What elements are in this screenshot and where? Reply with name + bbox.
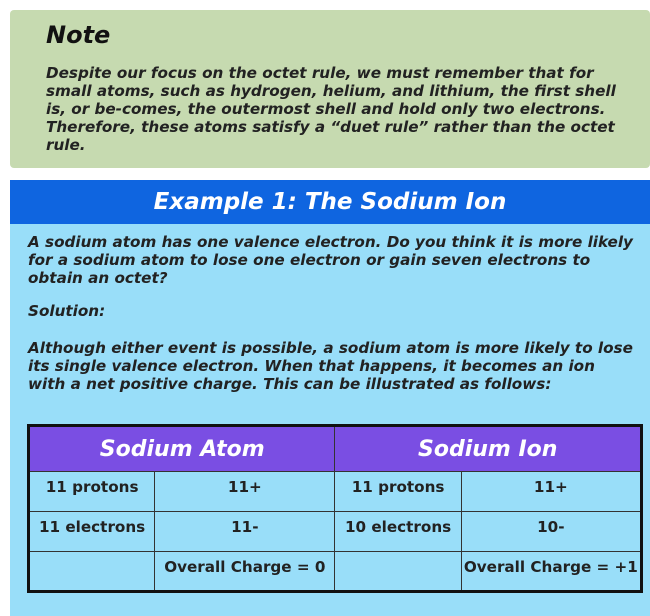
table-cell: 11 protons — [335, 472, 461, 512]
example-answer: Although either event is possible, a sodium atom is more likely to lose its single valence electron. When that happens, it becomes an ion with a net positive charge. This can be illustrated as follows: — [28, 339, 633, 393]
table-header-row — [29, 426, 642, 472]
note-title: Note — [46, 21, 111, 49]
example-box — [10, 180, 650, 616]
table-cell: 10 electrons — [335, 512, 461, 552]
table-cell: 10- — [461, 512, 641, 552]
header-sodium-ion: Sodium Ion — [335, 426, 642, 472]
table-cell: 11+ — [461, 472, 641, 512]
sodium-ion-table — [27, 424, 643, 593]
header-sodium-atom: Sodium Atom — [29, 426, 335, 472]
table-row — [29, 512, 642, 552]
overall-charge-atom: Overall Charge = 0 — [155, 552, 335, 592]
note-body: Despite our focus on the octet rule, we must remember that for small atoms, such as hydrogen, helium, and lithium, the first shell is, or be-comes, the outermost shell and hold only two electrons. Therefore, these atoms satisfy a “duet rule” rather than the octet rule. — [46, 64, 616, 154]
example-question: A sodium atom has one valence electron. Do you think it is more likely for a sodium atom to lose one electron or gain seven electrons to obtain an octet? — [28, 233, 633, 287]
table-cell: 11 electrons — [29, 512, 155, 552]
overall-charge-ion: Overall Charge = +1 — [461, 552, 641, 592]
solution-label: Solution: — [28, 302, 106, 320]
table-cell — [335, 552, 461, 592]
table-cell: 11+ — [155, 472, 335, 512]
example-header: Example 1: The Sodium Ion — [10, 180, 650, 224]
table-row — [29, 552, 642, 592]
table-cell: 11- — [155, 512, 335, 552]
table-cell: 11 protons — [29, 472, 155, 512]
table-cell — [29, 552, 155, 592]
note-box — [10, 10, 650, 168]
table-row — [29, 472, 642, 512]
